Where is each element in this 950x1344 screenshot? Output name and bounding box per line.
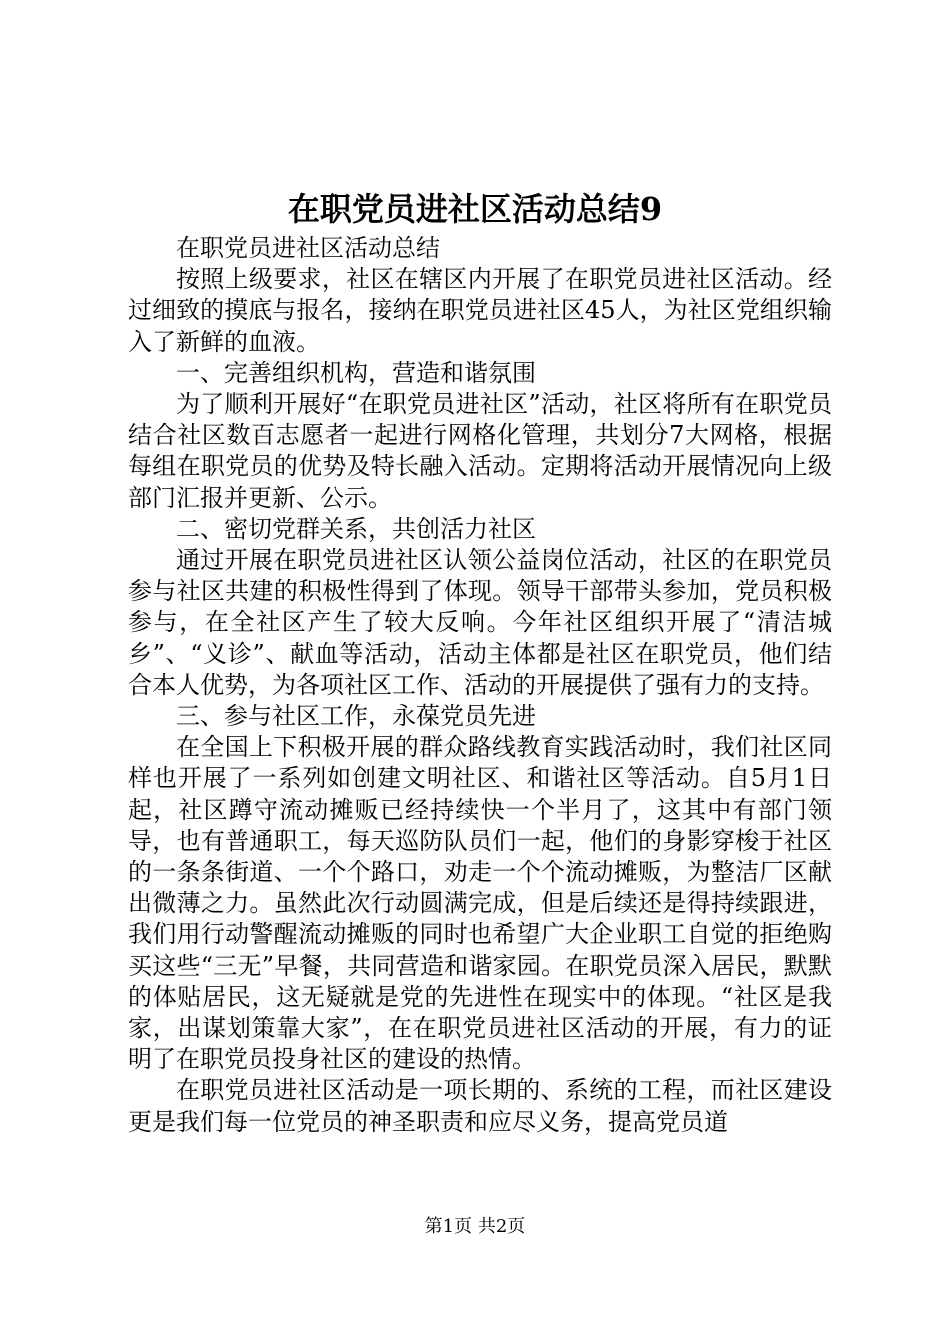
document-title: 在职党员进社区活动总结9 xyxy=(287,190,663,228)
subtitle-paragraph: 在职党员进社区活动总结 xyxy=(176,234,440,262)
section-heading-1: 一、完善组织机构，营造和谐氛围 xyxy=(176,358,536,387)
section-heading-3: 三、参与社区工作，永葆党员先进 xyxy=(176,702,536,731)
document-body xyxy=(128,233,832,1138)
intro-paragraph: 按照上级要求，社区在辖区内开展了在职党员进社区活动。经过细致的摸底与报名，接纳在职党员进社区45人，为社区党组织输入了新鲜的血液。 xyxy=(128,265,832,356)
page-footer: 第1页 共2页 xyxy=(424,1216,526,1237)
section-heading-2: 二、密切党群关系，共创活力社区 xyxy=(176,514,536,543)
section-1-paragraph: 为了顺利开展好“在职党员进社区”活动，社区将所有在职党员结合社区数百志愿者一起进行网格化管理，共划分7大网格，根据每组在职党员的优势及特长融入活动。定期将活动开展情况向上级部门汇报并更新、公示。 xyxy=(128,390,832,512)
section-3-paragraph: 在全国上下积极开展的群众路线教育实践活动时，我们社区同样也开展了一系列如创建文明社区、和谐社区等活动。自5月1日起，社区蹲守流动摊贩已经持续快一个半月了，这其中有部门领导，也有普通职工，每天巡防队员们一起，他们的身影穿梭于社区的一条条街道、一个个路口，劝走一个个流动摊贩，为整洁厂区献出微薄之力。虽然此次行动圆满完成，但是后续还是得持续跟进，我们用行动警醒流动摊贩的同时也希望广大企业职工自觉的拒绝购买这些“三无”早餐，共同营造和谐家园。在职党员深入居民，默默的体贴居民，这无疑就是党的先进性在现实中的体现。“社区是我家，出谋划策靠大家”，在在职党员进社区活动的开展，有力的证明了在职党员投身社区的建设的热情。 xyxy=(128,733,832,1074)
closing-paragraph: 在职党员进社区活动是一项长期的、系统的工程，而社区建设更是我们每一位党员的神圣职责和应尽义务，提高党员道 xyxy=(128,1076,832,1136)
section-2-paragraph: 通过开展在职党员进社区认领公益岗位活动，社区的在职党员参与社区共建的积极性得到了体现。领导干部带头参加，党员积极参与，在全社区产生了较大反响。今年社区组织开展了“清洁城乡”、“义诊”、献血等活动，活动主体都是社区在职党员，他们结合本人优势，为各项社区工作、活动的开展提供了强有力的支持。 xyxy=(128,546,832,699)
